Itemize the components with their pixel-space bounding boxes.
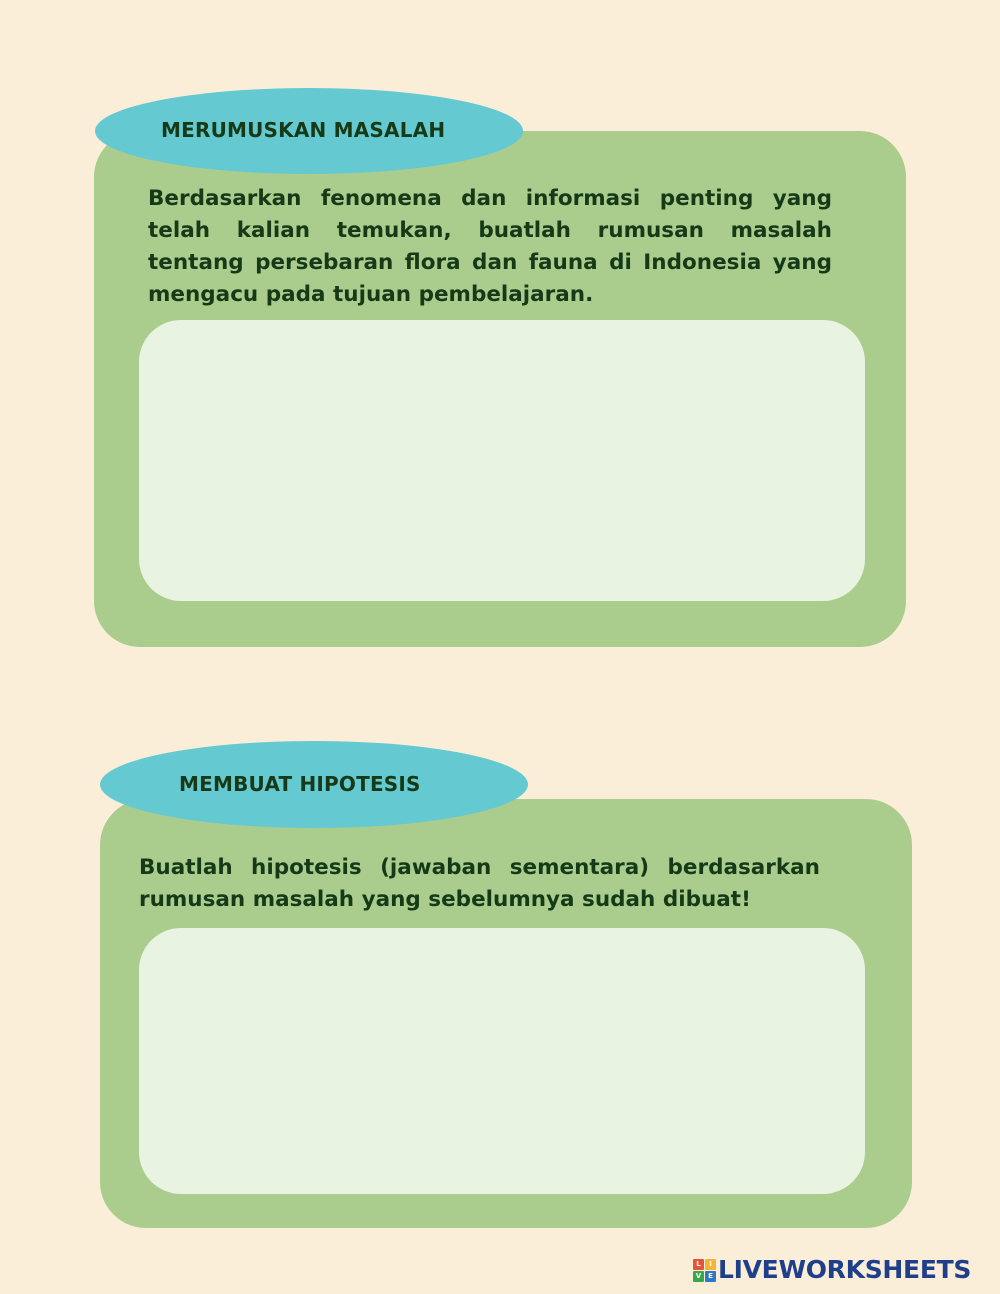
hypothesis-instruction: Buatlah hipotesis (jawaban sementara) berdasarkan rumusan masalah yang sebelumnya sudah dibuat! xyxy=(139,855,820,912)
logo-tile: L xyxy=(693,1259,704,1270)
hypothesis-title: MEMBUAT HIPOTESIS xyxy=(179,772,421,796)
liveworksheets-logo xyxy=(693,1256,971,1284)
logo-tile: V xyxy=(693,1271,704,1282)
liveworksheets-logo-icon xyxy=(693,1259,716,1282)
hypothesis-answer-field[interactable] xyxy=(139,928,865,1194)
liveworksheets-wordmark: LIVEWORKSHEETS xyxy=(718,1255,972,1284)
logo-tile: I xyxy=(705,1259,716,1270)
logo-tile: E xyxy=(705,1271,716,1282)
problem-formulation-answer-field[interactable] xyxy=(139,320,865,601)
problem-formulation-instruction: Berdasarkan fenomena dan informasi penting yang telah kalian temukan, buatlah rumusan masalah tentang persebaran flora dan fauna di Indonesia yang mengacu pada tujuan pembelajaran. xyxy=(148,186,832,307)
problem-formulation-title: MERUMUSKAN MASALAH xyxy=(161,118,446,142)
